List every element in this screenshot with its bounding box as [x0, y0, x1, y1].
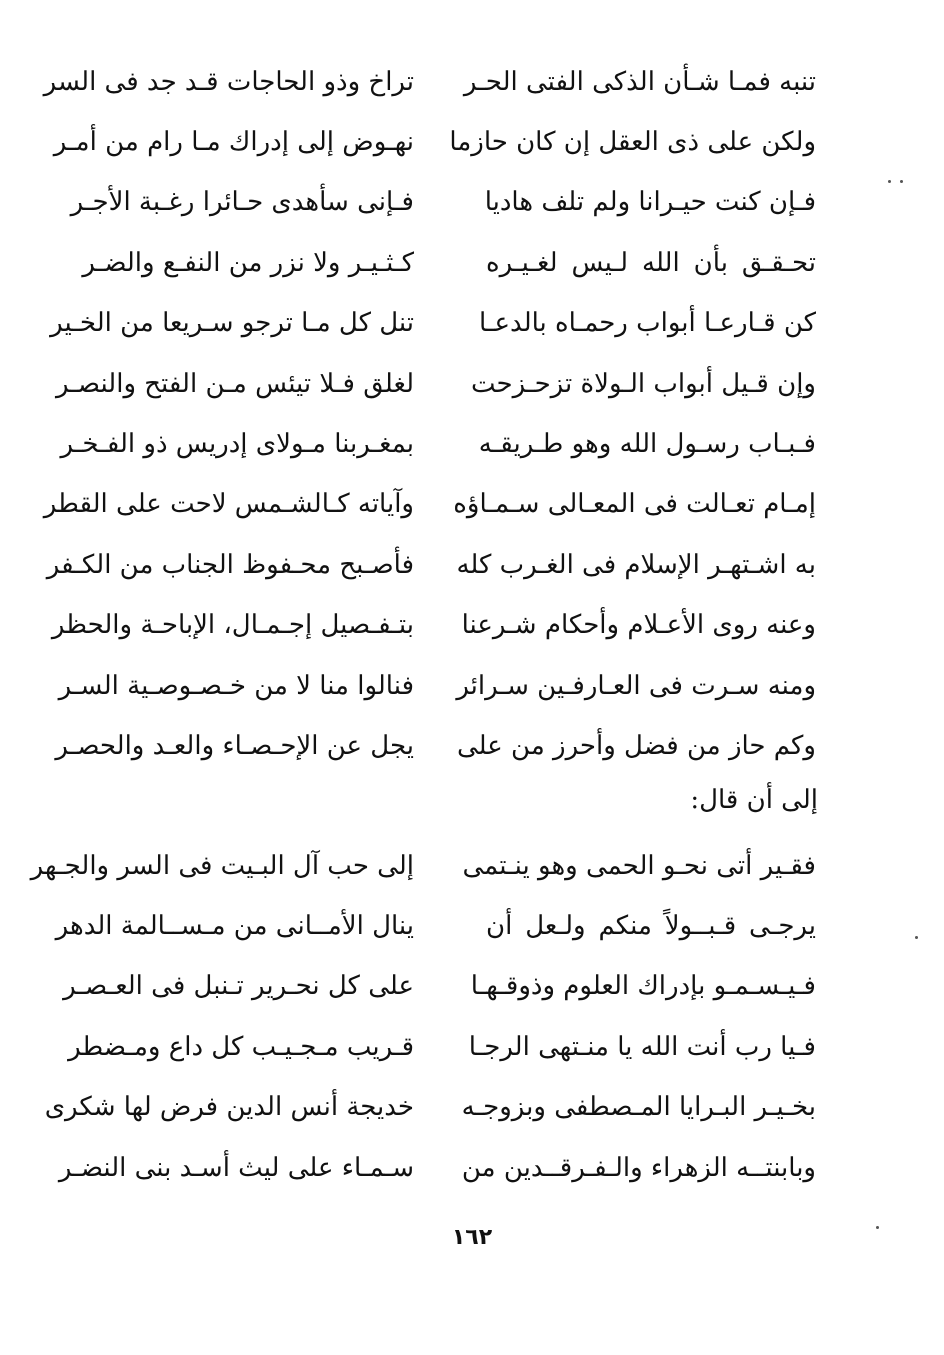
- verse-line: [55, 354, 830, 414]
- verse-second-hemistich: وآياته كـالشـمس لاحت على القطر: [43, 489, 414, 520]
- verse-line: [70, 233, 830, 293]
- verse-second-hemistich: تراخ وذو الحاجات قـد جد فى السر: [43, 66, 414, 97]
- verse-first-hemistich: فـيا رب أنت الله يا منـتهى الرجـا: [468, 1031, 816, 1062]
- verse-first-hemistich: تنبه فمـا شـأن الذكى الفتى الحـر: [463, 66, 816, 97]
- verse-line: [55, 716, 830, 776]
- verse-first-hemistich: وإن قـيل أبواب الـولاة تزحـزحت: [471, 368, 816, 399]
- verse-line: [44, 1078, 830, 1138]
- verse-first-hemistich: فـإن كنت حيـرانا ولم تلف هاديا: [484, 187, 816, 218]
- verse-second-hemistich: على كل نحـرير تـنبل فى العـصـر: [63, 971, 414, 1002]
- verse-block-part2: [30, 836, 830, 1198]
- verse-line: [53, 112, 830, 172]
- scan-speck: [915, 936, 918, 939]
- verse-line: [30, 836, 830, 896]
- verse-first-hemistich: ولكن على ذى العقل إن كان حازما: [449, 126, 816, 157]
- verse-first-hemistich: فـيـسـمـو بإدراك العلوم وذوقـهـا: [470, 971, 816, 1002]
- verse-second-hemistich: فنالوا منا لا من خـصـوصـية السـر: [58, 670, 414, 701]
- verse-first-hemistich: يرجـى قـبــولاً منكم ولـعل أن: [486, 910, 816, 941]
- scan-speck: [900, 180, 903, 183]
- verse-second-hemistich: إلى حب آل البـيت فى السر والجـهر: [30, 850, 414, 881]
- transition-note: إلى أن قال:: [690, 785, 818, 815]
- scan-speck: [876, 1226, 879, 1229]
- verse-line: [58, 656, 830, 716]
- verse-second-hemistich: فـإنى سأهدى حـائرا رغـبة الأجـر: [70, 187, 414, 218]
- verse-second-hemistich: قـريب مـجـيـب كل داع ومـضطر: [68, 1031, 414, 1062]
- verse-first-hemistich: وعنه روى الأعـلام وأحكام شـرعنا: [461, 610, 816, 641]
- verse-line: [63, 957, 830, 1017]
- verse-second-hemistich: سـمـاء على ليث أسـد بنى النضـر: [58, 1152, 414, 1183]
- verse-first-hemistich: فـبـاب رسـول الله وهو طـريقـه: [478, 428, 816, 459]
- verse-second-hemistich: كـثـيـر ولا نزر من النفـع والضـر: [82, 247, 414, 278]
- verse-line: [70, 1017, 830, 1077]
- verse-line: [70, 173, 830, 233]
- verse-second-hemistich: يجل عن الإحـصـاء والعـد والحصـر: [55, 730, 414, 761]
- verse-first-hemistich: به اشـتهـر الإسلام فى الغـرب كله: [456, 549, 816, 580]
- verse-first-hemistich: فقـير أتى نحـو الحمى وهو ينـتمى: [462, 850, 816, 881]
- verse-line: [46, 535, 830, 595]
- verse-line: [43, 52, 830, 112]
- verse-line: [43, 475, 830, 535]
- verse-first-hemistich: ومنه سـرت فى العـارفـين سـرائر: [456, 670, 816, 701]
- verse-line: [60, 414, 830, 474]
- verse-second-hemistich: بتـفـصيل إجـمـال، الإباحـة والحظر: [51, 610, 414, 641]
- verse-second-hemistich: نهـوض إلى إدراك مـا رام من أمـر: [53, 126, 414, 157]
- verse-first-hemistich: تحـقـق بأن الله لـيس لغـيـره: [486, 247, 816, 278]
- verse-second-hemistich: لغلق فـلا تيئس مـن الفتح والنصـر: [55, 368, 414, 399]
- verse-line: [58, 1138, 830, 1198]
- verse-second-hemistich: تنل كل مـا ترجو سـريعا من الخـير: [50, 308, 414, 339]
- verse-second-hemistich: بمغـربنا مـولاى إدريس ذو الفـخـر: [60, 428, 414, 459]
- verse-second-hemistich: خديجة أنس الدين فرض لها شكرى: [44, 1092, 414, 1123]
- verse-second-hemistich: فأصـبح محـفوظ الجناب من الكـفر: [46, 549, 414, 580]
- verse-line: [51, 596, 830, 656]
- page-number: ١٦٢: [451, 1225, 493, 1250]
- verse-block-part1: [43, 52, 830, 777]
- verse-first-hemistich: إمـام تعـالت فى المعـالى سـمـاؤه: [453, 489, 816, 520]
- verse-line: [50, 294, 830, 354]
- verse-first-hemistich: وبابنتــه الزهراء والـفـرقــدين من: [461, 1152, 816, 1183]
- verse-first-hemistich: بخـيـر البـرايا المـصطفى وبزوجـه: [461, 1092, 816, 1123]
- verse-first-hemistich: وكم حاز من فضل وأحرز من على: [456, 730, 816, 761]
- scan-speck: [888, 180, 891, 183]
- verse-line: [55, 896, 830, 956]
- verse-first-hemistich: كن قـارعـا أبواب رحمـاه بالدعـا: [479, 308, 816, 339]
- verse-second-hemistich: ينال الأمــانى من مـســالمة الدهر: [55, 910, 414, 941]
